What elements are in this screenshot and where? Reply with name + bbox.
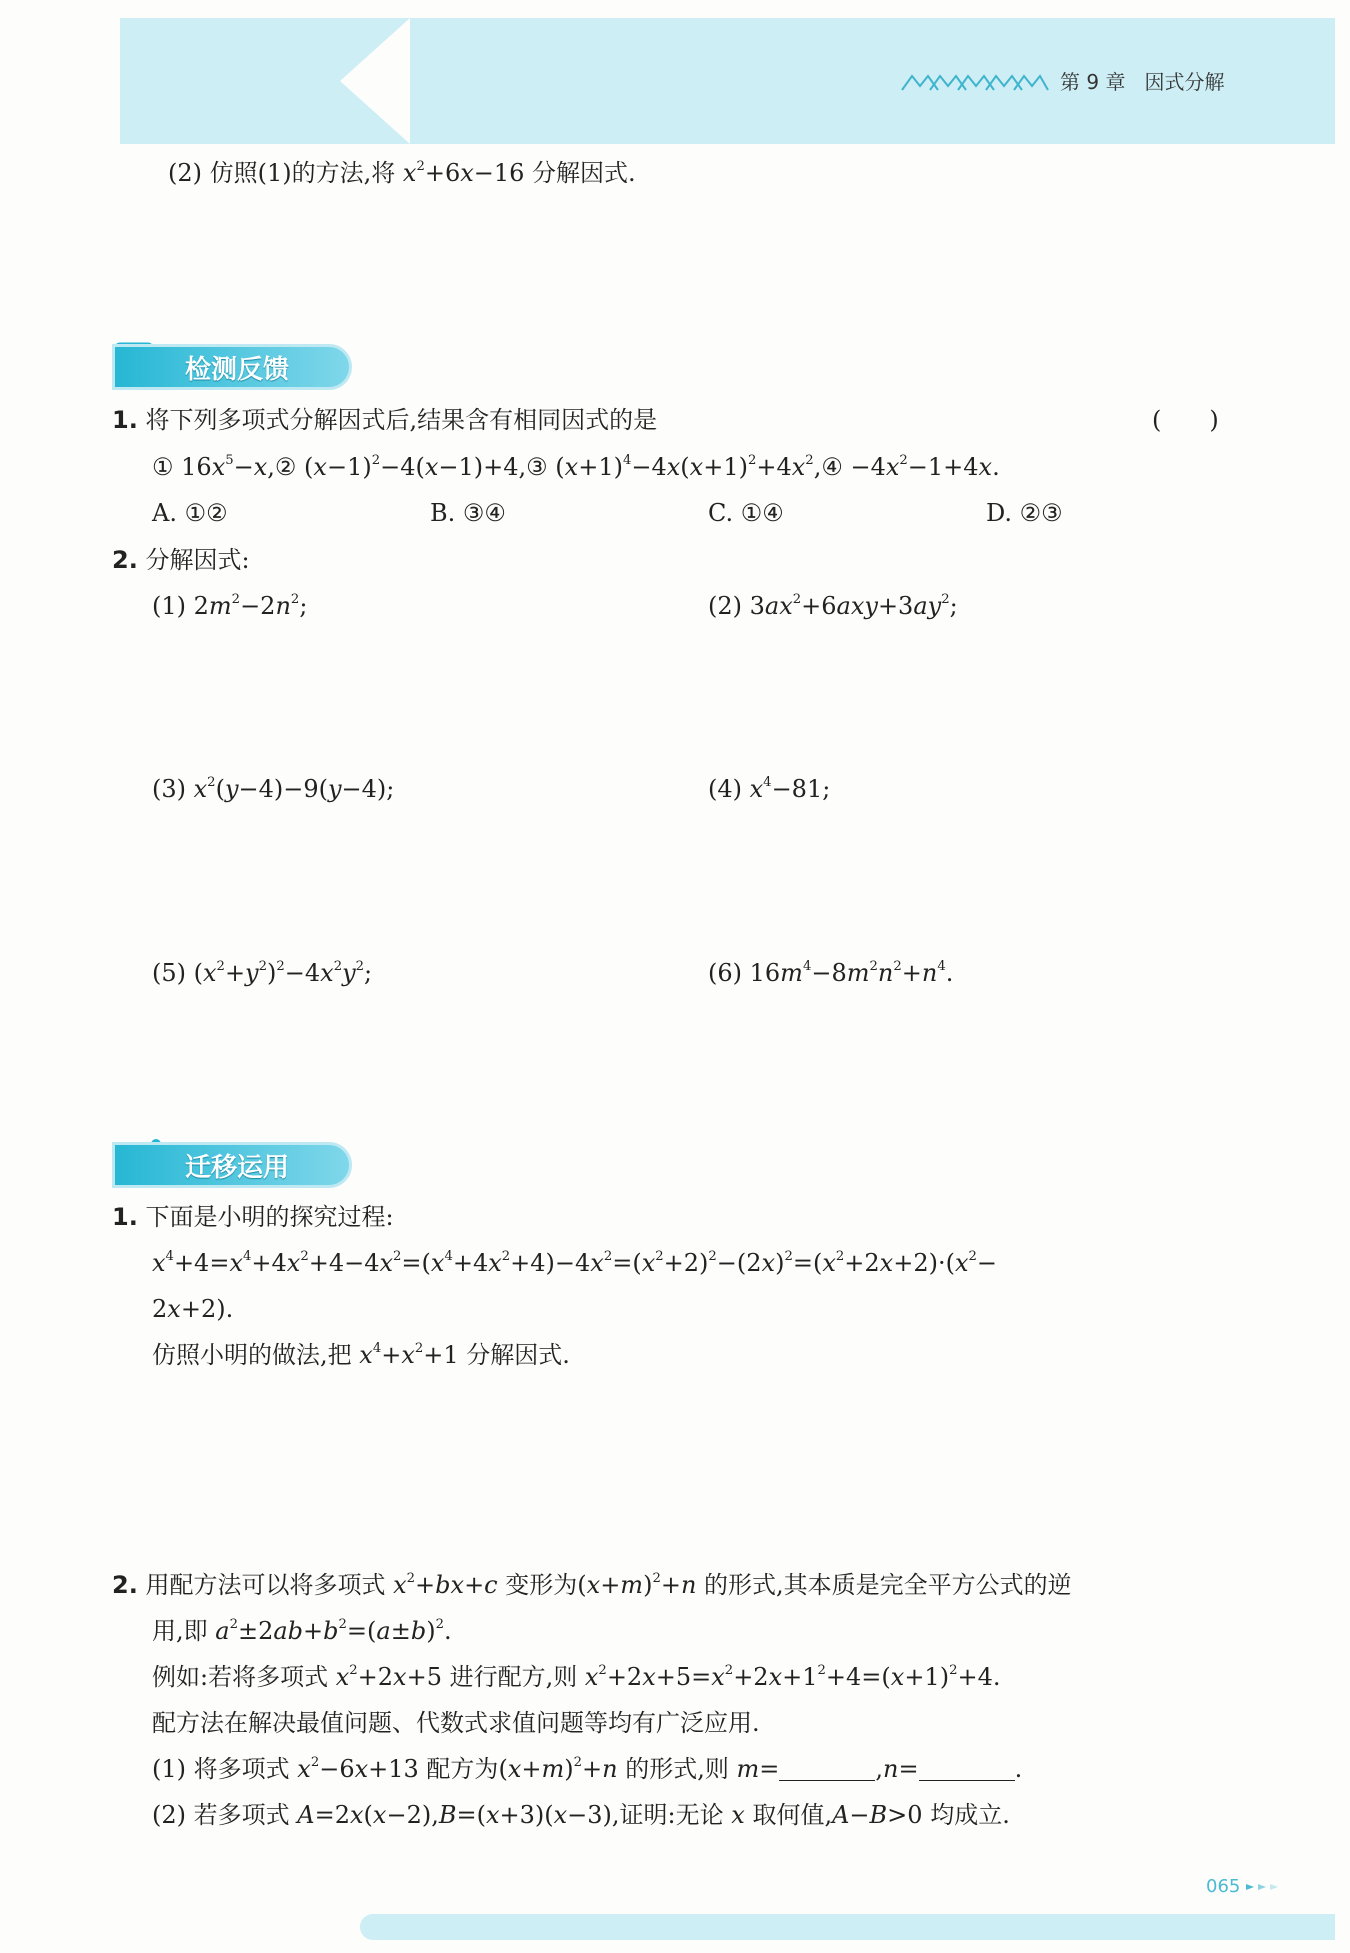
header-chevron [340,18,410,144]
option-d: D. ②③ [986,499,1063,527]
footer-band [360,1914,1335,1940]
feedback-q1-stem: 1. 将下列多项式分解因式后,结果含有相同因式的是 [112,406,658,434]
transfer-q2-part1: (1) 将多项式 $x^2-6x+13$ 配方为$(x+m)^2+n$ 的形式,则 m= ,n= . [152,1754,1023,1783]
q2-part5: (5) $(x^2+y^2)^2-4x^2y^2$; [152,958,373,987]
chapter-header [1060,66,1225,95]
q2-part1: (1) $2m^2-2n^2$; [152,591,308,620]
q2-part3: (3) $x^2(y-4)-9(y-4)$; [152,774,395,803]
option-c: C. ①④ [708,499,784,527]
page-number: 065 [1206,1876,1241,1897]
answer-blank-m[interactable] [779,1756,875,1781]
mountains-icon [900,72,1050,92]
q2-part2: (2) $3ax^2+6axy+3ay^2$; [708,591,958,620]
feedback-q2-stem: 2. 分解因式: [112,546,250,574]
header-chevron [120,18,190,144]
answer-paren: ( ) [1152,406,1219,434]
top-part2: (2) 仿照(1)的方法,将 $x^2+6x-16$ 分解因式. [168,158,636,187]
transfer-q2-example: 例如:若将多项式 $x^2+2x+5$ 进行配方,则 $x^2+2x+5=x^2+2x+1^2+4=(x+1)^2+4$. [152,1662,1001,1691]
transfer-q1-task: 仿照小明的做法,把 $x^4+x^2+1$ 分解因式. [152,1340,570,1369]
feedback-q1-items: ① $16x^5-x,②$ $(x-1)^2-4(x-1)+4,③$ $(x+1)^4-4x(x+1)^2+4x^2,④ -4x^2-1+4x$. [152,452,1000,481]
chapter-number: 第 9 章 [1060,70,1126,94]
answer-blank-n[interactable] [919,1756,1015,1781]
section-badge-feedback: 检测反馈 [112,344,352,390]
transfer-q1-derivation: $x^4+4=x^4+4x^2+4-4x^2=(x^4+4x^2+4)-4x^2=(x^2+2)^2-(2x)^2=(x^2+2x+2)\cdot(x^2-$ [152,1248,997,1277]
q2-part6: (6) $16m^4-8m^2n^2+n^4$. [708,958,954,987]
option-a: A. ①② [152,499,228,527]
option-b: B. ③④ [430,499,506,527]
transfer-q2-part2: (2) 若多项式 A=2x(x−2),B=(x+3)(x−3),证明:无论 x 取何值,A−B>0 均成立. [152,1801,1010,1829]
transfer-q2-note: 配方法在解决最值问题、代数式求值问题等均有广泛应用. [152,1709,760,1737]
transfer-q1-stem: 1. 下面是小明的探究过程: [112,1203,394,1231]
header-chevron [270,18,340,144]
section-badge-transfer: 迁移运用 [112,1142,352,1188]
transfer-q2-stem-cont: 用,即 $a^2\pm 2ab+b^2=(a\pm b)^2$. [152,1616,452,1645]
transfer-q2-stem: 2. 用配方法可以将多项式 $x^2+bx+c$ 变形为$(x+m)^2+n$ 的形式,其本质是完全平方公式的逆 [112,1570,1072,1599]
arrow-decoration-icon [1246,1882,1296,1892]
q2-part4: (4) $x^4-81$; [708,774,831,803]
chapter-title: 因式分解 [1144,70,1225,94]
transfer-q1-derivation-cont: 2x+2). [152,1295,234,1323]
